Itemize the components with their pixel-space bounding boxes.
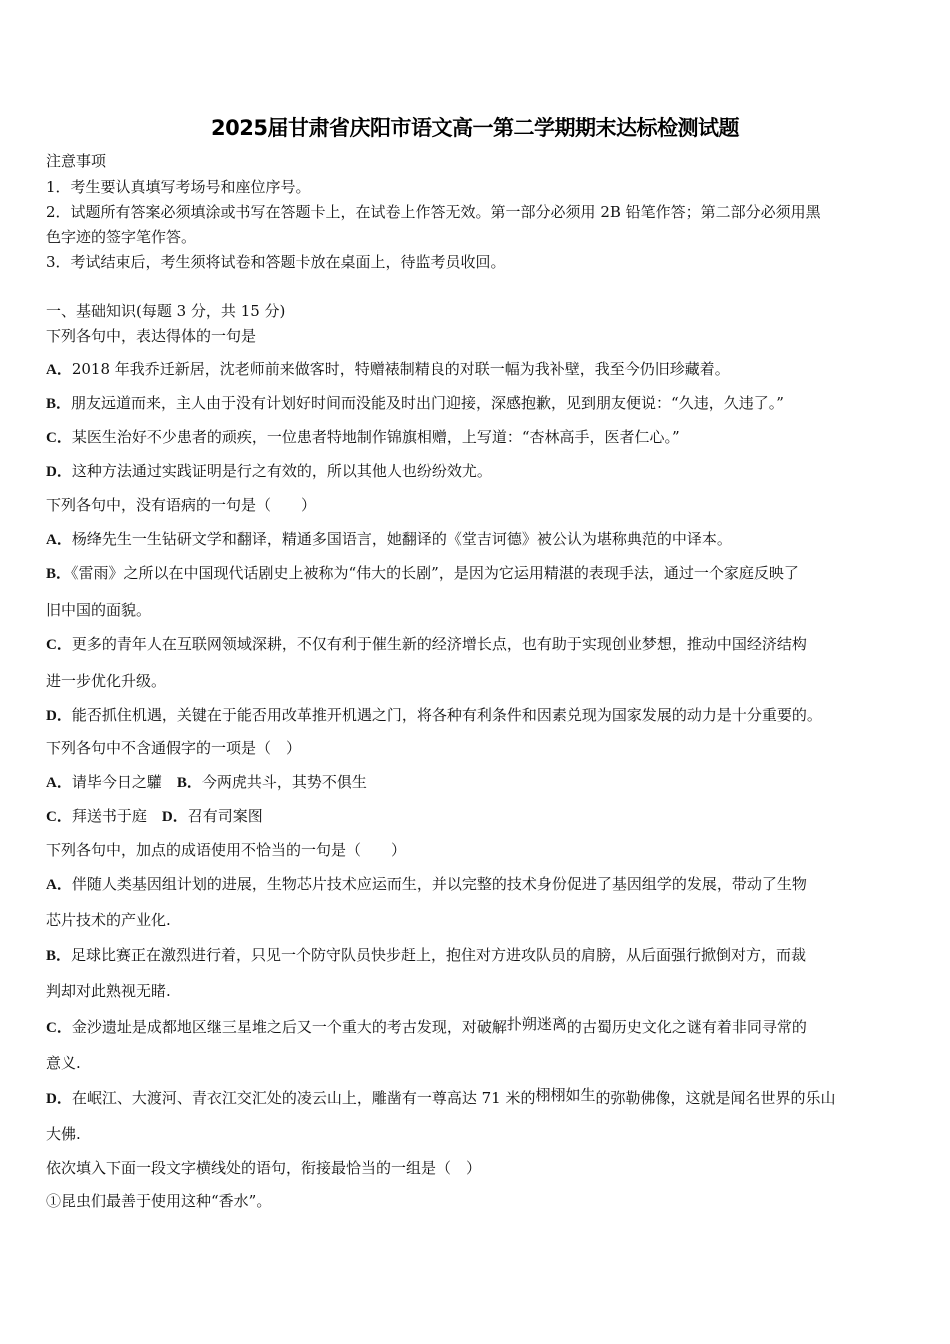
question-5-line-1: ①昆虫们最善于使用这种“香水”。 xyxy=(46,1192,272,1210)
question-4-option-b-cont: 判却对此熟视无睹. xyxy=(46,982,171,1000)
notice-heading: 注意事项 xyxy=(46,152,107,170)
option-letter: B． xyxy=(46,948,72,964)
question-1-option-b xyxy=(46,393,906,414)
question-3-options-cd xyxy=(46,806,906,827)
question-4-option-a xyxy=(46,874,906,895)
question-2-option-b-cont: 旧中国的面貌。 xyxy=(46,601,152,619)
notice-item-1: 1．考生要认真填写考场号和座位序号。 xyxy=(46,178,311,196)
option-text: 更多的青年人在互联网领域深耕，不仅有利于催生新的经济增长点，也有助于实现创业梦想，推动中国经济结构 xyxy=(71,635,807,653)
option-text: 今两虎共斗，其势不俱生 xyxy=(201,773,367,791)
question-4-option-d-cont: 大佛. xyxy=(46,1125,81,1143)
option-letter: C． xyxy=(46,1020,72,1036)
option-text: 的弥勒佛像，这就是闻名世界的乐山 xyxy=(595,1089,836,1107)
question-1-option-d xyxy=(46,461,906,482)
question-2-option-c xyxy=(46,634,906,655)
option-letter: A． xyxy=(46,877,72,893)
option-letter: A． xyxy=(46,362,72,378)
idiom-text: 扑朔迷离 xyxy=(506,1015,567,1033)
question-3-options-ab xyxy=(46,772,906,793)
question-4-option-a-cont: 芯片技术的产业化. xyxy=(46,911,171,929)
option-text: 金沙遗址是成都地区继三星堆之后又一个重大的考古发现，对破解 xyxy=(71,1018,507,1036)
question-1-option-a xyxy=(46,359,906,380)
option-letter: C． xyxy=(46,430,72,446)
option-text: 伴随人类基因组计划的进展，生物芯片技术应运而生，并以完整的技术身份促进了基因组学的发展，带动了生物 xyxy=(71,875,807,893)
question-2-option-d xyxy=(46,705,906,726)
question-1-stem: 下列各句中，表达得体的一句是 xyxy=(46,327,257,345)
option-letter: D． xyxy=(161,809,188,825)
option-text: 召有司案图 xyxy=(187,807,263,825)
question-4-option-c-cont: 意义. xyxy=(46,1054,81,1072)
option-text: 的古蜀历史文化之谜有着非同寻常的 xyxy=(566,1018,807,1036)
option-text: 《雷雨》之所以在中国现代话剧史上被称为“伟大的长剧”，是因为它运用精湛的表现手法，通过一个家庭反映了 xyxy=(71,564,799,582)
question-4-option-d xyxy=(46,1088,906,1109)
question-5-stem: 依次填入下面一段文字横线处的语句，衔接最恰当的一组是（ ） xyxy=(46,1159,482,1177)
question-1-option-c xyxy=(46,427,906,448)
option-text: 拜送书于庭 xyxy=(71,807,162,825)
question-4-option-c xyxy=(46,1017,906,1038)
option-letter: D． xyxy=(46,464,72,480)
idiom-text: 栩栩如生 xyxy=(535,1086,596,1104)
notice-item-2: 2．试题所有答案必须填涂或书写在答题卡上，在试卷上作答无效。第一部分必须用 2B 铅笔作答；第二部分必须用黑 xyxy=(46,203,821,221)
option-text: 某医生治好不少患者的顽疾，一位患者特地制作锦旗相赠，上写道：“杏林高手，医者仁心。” xyxy=(71,428,680,446)
question-4-stem: 下列各句中，加点的成语使用不恰当的一句是（ ） xyxy=(46,841,407,859)
option-letter: C． xyxy=(46,637,72,653)
option-text: 请毕今日之驩 xyxy=(71,773,177,791)
option-letter: B． xyxy=(46,396,72,412)
option-letter: D． xyxy=(46,708,72,724)
question-4-option-b xyxy=(46,945,906,966)
section-heading: 一、基础知识(每题 3 分，共 15 分) xyxy=(46,302,286,320)
option-letter: B． xyxy=(46,566,72,582)
option-text: 能否抓住机遇，关键在于能否用改革推开机遇之门，将各种有利条件和因素兑现为国家发展的动力是十分重要的。 xyxy=(71,706,822,724)
question-2-option-b xyxy=(46,563,906,584)
question-2-option-a xyxy=(46,529,906,550)
option-text: 这种方法通过实践证明是行之有效的，所以其他人也纷纷效尤。 xyxy=(71,462,492,480)
option-letter: D． xyxy=(46,1091,72,1107)
question-2-stem: 下列各句中，没有语病的一句是（ ） xyxy=(46,496,317,514)
option-text: 足球比赛正在激烈进行着，只见一个防守队员快步赶上，抱住对方进攻队员的肩膀，从后面强行掀倒对方，而裁 xyxy=(71,946,807,964)
option-text: 杨绛先生一生钻研文学和翻译，精通多国语言，她翻译的《堂吉诃德》被公认为堪称典范的中译本。 xyxy=(71,530,732,548)
notice-item-2-cont: 色字迹的签字笔作答。 xyxy=(46,228,197,246)
option-letter: C． xyxy=(46,809,72,825)
option-letter: A． xyxy=(46,775,72,791)
option-letter: B． xyxy=(176,775,202,791)
option-text: 在岷江、大渡河、青衣江交汇处的凌云山上，雕凿有一尊高达 71 米的 xyxy=(71,1089,536,1107)
option-letter: A． xyxy=(46,532,72,548)
option-text: 朋友远道而来，主人由于没有计划好时间而没能及时出门迎接，深感抱歉，见到朋友便说：“久违，久违了。” xyxy=(71,394,784,412)
notice-item-3: 3．考试结束后，考生须将试卷和答题卡放在桌面上，待监考员收回。 xyxy=(46,253,506,271)
question-3-stem: 下列各句中不含通假字的一项是（ ） xyxy=(46,739,302,757)
question-2-option-c-cont: 进一步优化升级。 xyxy=(46,672,167,690)
option-text: 2018 年我乔迁新居，沈老师前来做客时，特赠裱制精良的对联一幅为我补壁，我至今仍旧珍藏着。 xyxy=(71,360,730,378)
document-title: 2025届甘肃省庆阳市语文高一第二学期期末达标检测试题 xyxy=(211,116,739,140)
